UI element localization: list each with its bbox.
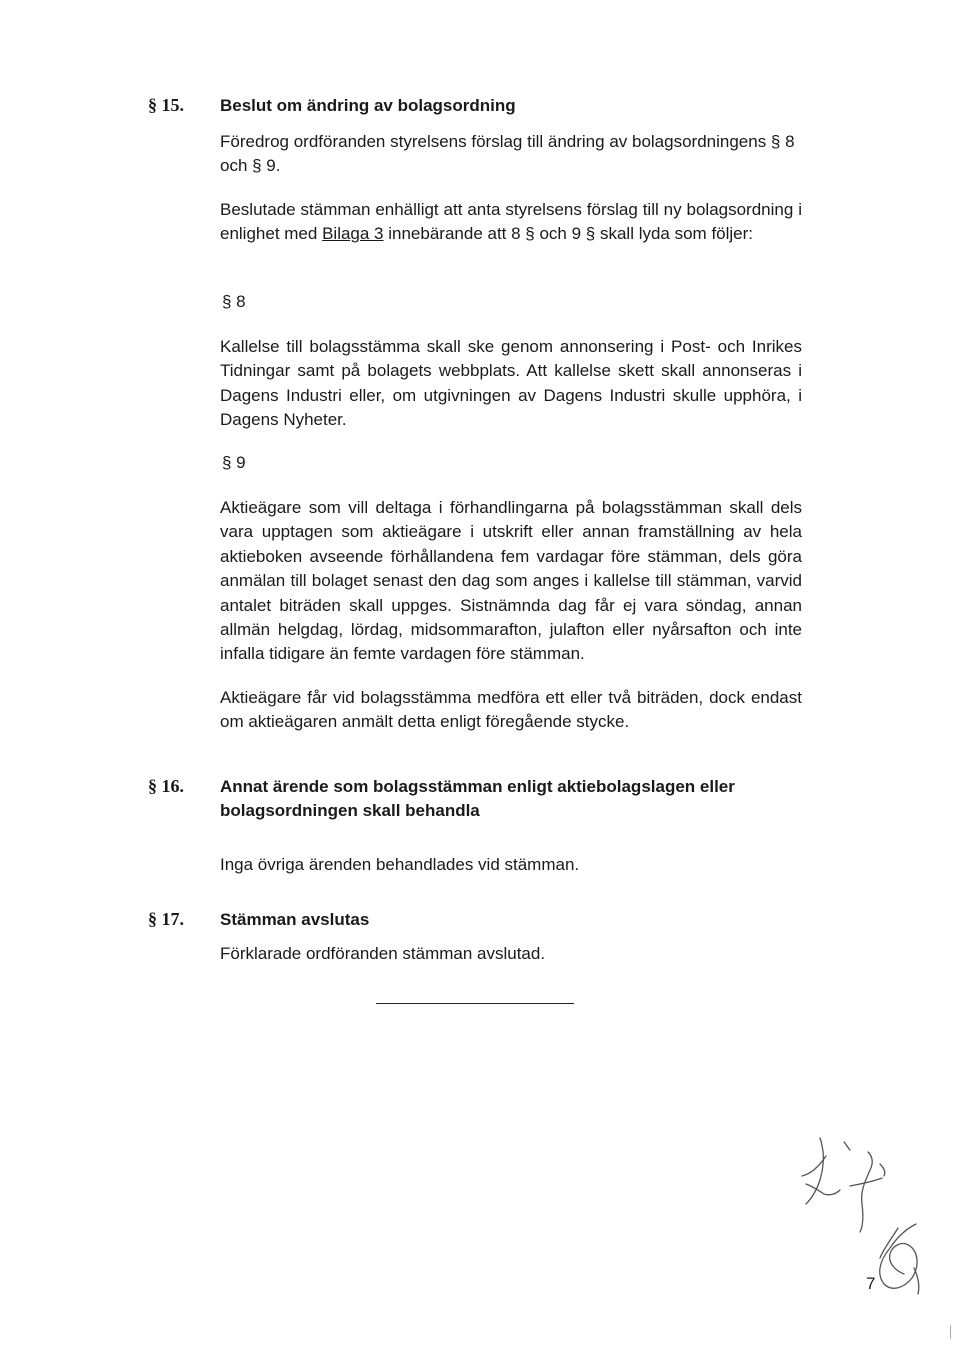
paragraph-9-text-1: Aktieägare som vill deltaga i förhandlingarna på bolagsstämman skall dels vara upptagen som aktieägare i utskrift eller annan framställning av hela aktieboken avseende förhållandena fem vardagar före stämman, dels göra anmälan till bolaget senast den dag som anges i kallelse till stämman, varvid antalet biträden skall uppges. Sistnämnda dag får ej vara söndag, annan allmän helgdag, lördag, midsommarafton, julafton eller nyårsafton och inte infalla tidigare än femte vardagen före stämman.	[220, 498, 802, 664]
section-heading-16-line-2: bolagsordningen skall behandla	[220, 801, 480, 820]
scan-edge-mark	[950, 1325, 951, 1339]
paragraph-9-label: § 9	[222, 453, 246, 472]
decision-text-before: Beslutade stämman enhälligt att anta styrelsens förslag till ny bolagsordning i enlighet med	[220, 200, 802, 244]
section-17-body: Förklarade ordföranden stämman avslutad.	[220, 944, 546, 963]
section-heading-17: Stämman avslutas	[220, 910, 370, 929]
section-heading-15: Beslut om ändring av bolagsordning	[220, 96, 516, 115]
section-15-intro: Föredrog ordföranden styrelsens förslag till ändring av bolagsordningens § 8 och § 9.	[220, 132, 795, 176]
paragraph-8-label: § 8	[222, 292, 246, 311]
section-heading-16	[220, 775, 735, 823]
handwritten-initials-signature	[780, 1128, 930, 1308]
section-number-17: § 17.	[148, 909, 184, 929]
bilaga-3-link[interactable]: Bilaga 3	[322, 224, 384, 244]
paragraph-8-text: Kallelse till bolagsstämma skall ske genom annonsering i Post- och Inrikes Tidningar samt på bolagets webbplats. Att kallelse skett skall annonseras i Dagens Industri eller, om utgivningen av Dagens Industri skulle upphöra, i Dagens Nyheter.	[220, 337, 802, 430]
closing-divider	[376, 1003, 574, 1004]
decision-text-after: innebärande att 8 § och 9 § skall lyda som följer:	[383, 224, 754, 244]
page-number: 7	[866, 1274, 876, 1293]
paragraph-9-text-2: Aktieägare får vid bolagsstämma medföra ett eller två biträden, dock endast om aktieägaren anmält detta enligt föregående stycke.	[220, 688, 802, 732]
section-number-15: § 15.	[148, 95, 184, 115]
section-15-decision	[220, 198, 802, 247]
section-heading-16-line-1: Annat ärende som bolagsstämman enligt aktiebolagslagen eller	[220, 777, 735, 796]
section-number-16: § 16.	[148, 776, 184, 796]
section-16-body: Inga övriga ärenden behandlades vid stämman.	[220, 855, 580, 874]
